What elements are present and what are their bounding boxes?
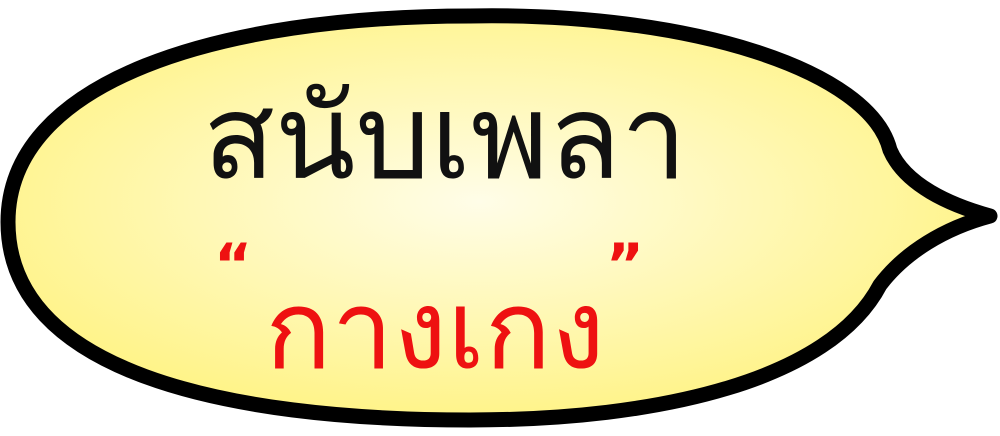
close-quote-mark: ” [605, 231, 644, 299]
open-quote-mark: “ [214, 231, 253, 299]
quoted-word-group [200, 222, 670, 402]
headline-text: สนับเพลา [202, 68, 688, 206]
quoted-word: กางเกง [265, 266, 605, 394]
